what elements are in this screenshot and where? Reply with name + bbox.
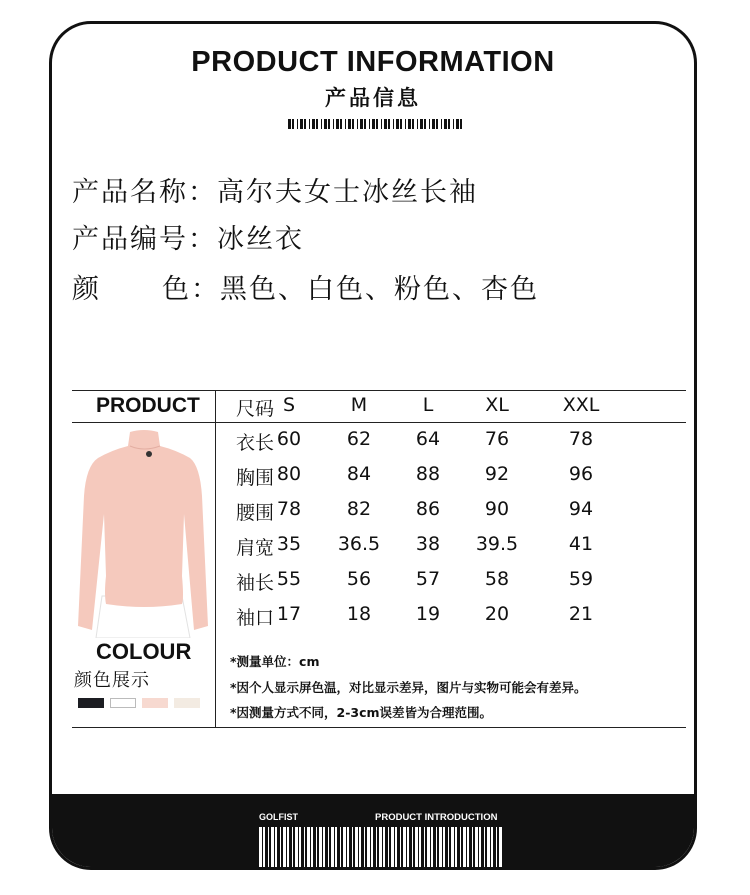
- colour-title-cn: 颜色展示: [74, 670, 150, 691]
- swatch-black: [78, 698, 104, 708]
- info-label: 产品编号: [72, 224, 188, 255]
- size-label: 尺码: [236, 398, 275, 420]
- measure-value-cell: 58: [484, 568, 510, 590]
- product-header: PRODUCT: [96, 394, 200, 417]
- barcode-small-icon: [288, 119, 464, 129]
- page-title-en: PRODUCT INFORMATION: [191, 46, 555, 78]
- measure-label: 袖口: [236, 607, 275, 629]
- info-label-part: 色: [162, 274, 191, 305]
- measure-label: 腰围: [236, 502, 275, 524]
- product-image-icon: [72, 426, 215, 638]
- note-measurement-error: *因测量方式不同，2-3cm误差皆为合理范围。: [230, 705, 493, 720]
- measure-value-cell: 64: [415, 428, 441, 450]
- info-product-code: [72, 217, 304, 256]
- page-title-cn: 产品信息: [325, 86, 421, 110]
- swatch-pink: [142, 698, 168, 708]
- measure-value-cell: 59: [568, 568, 594, 590]
- swatch-apricot: [174, 698, 200, 708]
- info-separator: ：: [188, 224, 217, 255]
- swatch-white: [110, 698, 136, 708]
- info-separator: ：: [188, 177, 217, 208]
- size-header-cell: S: [282, 394, 296, 416]
- note-unit: *测量单位：cm: [230, 654, 320, 669]
- measure-label: 肩宽: [236, 537, 275, 559]
- measure-value-cell: 94: [568, 498, 594, 520]
- measure-value-cell: 86: [415, 498, 441, 520]
- measure-value-cell: 18: [346, 603, 372, 625]
- measure-value-cell: 41: [568, 533, 594, 555]
- measure-value-cell: 35: [276, 533, 302, 555]
- measure-value-cell: 96: [568, 463, 594, 485]
- measure-label: 袖长: [236, 572, 275, 594]
- measure-value-cell: 76: [484, 428, 510, 450]
- logo-dot: [146, 451, 152, 457]
- size-header-cell: L: [422, 394, 434, 416]
- measure-value-cell: 60: [276, 428, 302, 450]
- info-product-color: [72, 267, 539, 306]
- measure-value-cell: 88: [415, 463, 441, 485]
- size-header-cell: XXL: [562, 394, 600, 416]
- measure-value-cell: 17: [276, 603, 302, 625]
- measure-label: 胸围: [236, 467, 275, 489]
- footer-brand: GOLFIST: [259, 812, 298, 822]
- measure-value-cell: 36.5: [337, 533, 381, 555]
- measure-value-cell: 38: [415, 533, 441, 555]
- measure-value-cell: 39.5: [475, 533, 519, 555]
- measure-value-cell: 20: [484, 603, 510, 625]
- info-label: 产品名称: [72, 177, 188, 208]
- measure-value-cell: 19: [415, 603, 441, 625]
- table-bottom-border: [72, 727, 686, 728]
- table-top-border: [72, 390, 686, 391]
- note-color-difference: *因个人显示屏色温，对比显示差异，图片与实物可能会有差异。: [230, 680, 587, 695]
- measure-value-cell: 84: [346, 463, 372, 485]
- info-value: 黑色、白色、粉色、杏色: [220, 274, 539, 305]
- measure-value-cell: 78: [276, 498, 302, 520]
- info-product-name: [72, 170, 478, 209]
- table-column-divider: [215, 390, 216, 728]
- colour-title-en: COLOUR: [96, 639, 192, 664]
- info-value: 冰丝衣: [217, 224, 304, 255]
- info-label-part: 颜: [72, 274, 101, 305]
- measure-value-cell: 92: [484, 463, 510, 485]
- measure-label: 衣长: [236, 432, 275, 454]
- size-header-cell: XL: [485, 394, 509, 416]
- footer-bar: [52, 794, 694, 870]
- footer-intro: PRODUCT INTRODUCTION: [375, 812, 498, 823]
- measure-value-cell: 62: [346, 428, 372, 450]
- footer-barcode-icon: [259, 827, 502, 867]
- product-info-card: [49, 21, 697, 870]
- measure-value-cell: 82: [346, 498, 372, 520]
- measure-value-cell: 57: [415, 568, 441, 590]
- measure-value-cell: 21: [568, 603, 594, 625]
- measure-value-cell: 80: [276, 463, 302, 485]
- table-header-border: [72, 422, 686, 423]
- measure-value-cell: 90: [484, 498, 510, 520]
- shirt-shape: [78, 430, 208, 630]
- size-table: [72, 390, 686, 728]
- measure-value-cell: 78: [568, 428, 594, 450]
- measure-value-cell: 55: [276, 568, 302, 590]
- info-separator: ：: [191, 274, 220, 305]
- size-header-cell: M: [350, 394, 368, 416]
- measure-value-cell: 56: [346, 568, 372, 590]
- info-value: 高尔夫女士冰丝长袖: [217, 177, 478, 208]
